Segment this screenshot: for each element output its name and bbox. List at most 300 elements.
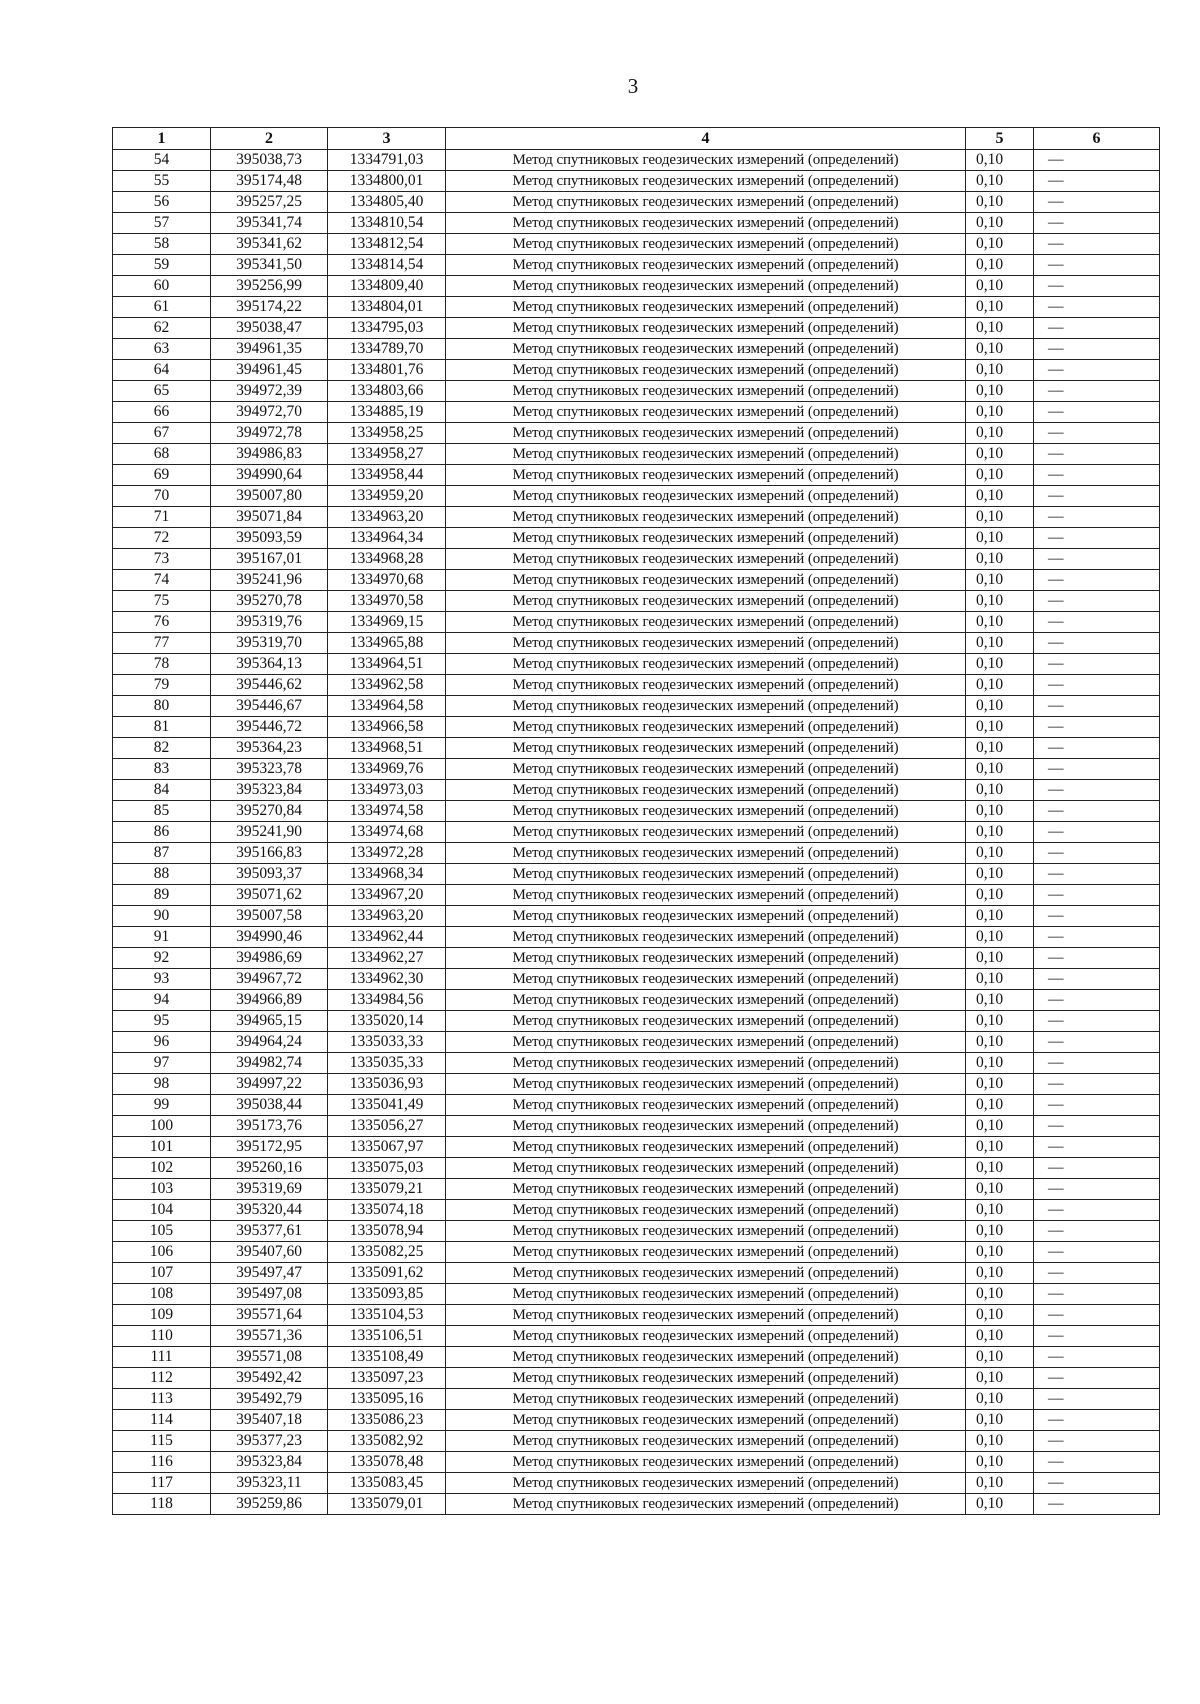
table-row bbox=[113, 1242, 1160, 1263]
point-number-cell: 77 bbox=[113, 633, 211, 654]
coordinate-x-cell: 394966,89 bbox=[211, 990, 328, 1011]
table-row bbox=[113, 213, 1160, 234]
note-cell: — bbox=[1034, 948, 1160, 969]
method-cell: Метод спутниковых геодезических измерений (определений) bbox=[446, 1095, 966, 1116]
point-number-cell: 61 bbox=[113, 297, 211, 318]
column-header-6: 6 bbox=[1034, 128, 1160, 150]
coordinate-y-cell: 1334969,15 bbox=[328, 612, 446, 633]
coordinate-x-cell: 394961,35 bbox=[211, 339, 328, 360]
table-row bbox=[113, 171, 1160, 192]
coordinate-y-cell: 1334973,03 bbox=[328, 780, 446, 801]
coordinate-x-cell: 395492,42 bbox=[211, 1368, 328, 1389]
method-cell: Метод спутниковых геодезических измерений (определений) bbox=[446, 213, 966, 234]
accuracy-cell: 0,10 bbox=[966, 717, 1034, 738]
point-number-cell: 97 bbox=[113, 1053, 211, 1074]
point-number-cell: 85 bbox=[113, 801, 211, 822]
method-cell: Метод спутниковых геодезических измерений (определений) bbox=[446, 486, 966, 507]
method-cell: Метод спутниковых геодезических измерений (определений) bbox=[446, 675, 966, 696]
accuracy-cell: 0,10 bbox=[966, 1221, 1034, 1242]
point-number-cell: 99 bbox=[113, 1095, 211, 1116]
table-row bbox=[113, 1410, 1160, 1431]
table-row bbox=[113, 906, 1160, 927]
note-cell: — bbox=[1034, 465, 1160, 486]
coordinate-y-cell: 1335033,33 bbox=[328, 1032, 446, 1053]
coordinate-x-cell: 395241,96 bbox=[211, 570, 328, 591]
method-cell: Метод спутниковых геодезических измерений (определений) bbox=[446, 948, 966, 969]
point-number-cell: 70 bbox=[113, 486, 211, 507]
point-number-cell: 79 bbox=[113, 675, 211, 696]
coordinate-y-cell: 1335093,85 bbox=[328, 1284, 446, 1305]
point-number-cell: 101 bbox=[113, 1137, 211, 1158]
accuracy-cell: 0,10 bbox=[966, 150, 1034, 171]
accuracy-cell: 0,10 bbox=[966, 360, 1034, 381]
point-number-cell: 109 bbox=[113, 1305, 211, 1326]
point-number-cell: 98 bbox=[113, 1074, 211, 1095]
accuracy-cell: 0,10 bbox=[966, 171, 1034, 192]
point-number-cell: 107 bbox=[113, 1263, 211, 1284]
accuracy-cell: 0,10 bbox=[966, 1452, 1034, 1473]
coordinate-y-cell: 1334966,58 bbox=[328, 717, 446, 738]
accuracy-cell: 0,10 bbox=[966, 1053, 1034, 1074]
coordinate-y-cell: 1334974,58 bbox=[328, 801, 446, 822]
method-cell: Метод спутниковых геодезических измерений (определений) bbox=[446, 1116, 966, 1137]
accuracy-cell: 0,10 bbox=[966, 1263, 1034, 1284]
table-row bbox=[113, 591, 1160, 612]
note-cell: — bbox=[1034, 633, 1160, 654]
accuracy-cell: 0,10 bbox=[966, 213, 1034, 234]
note-cell: — bbox=[1034, 1095, 1160, 1116]
point-number-cell: 59 bbox=[113, 255, 211, 276]
table-row bbox=[113, 1368, 1160, 1389]
table-row bbox=[113, 1305, 1160, 1326]
point-number-cell: 96 bbox=[113, 1032, 211, 1053]
coordinate-y-cell: 1335086,23 bbox=[328, 1410, 446, 1431]
table-row bbox=[113, 885, 1160, 906]
accuracy-cell: 0,10 bbox=[966, 1116, 1034, 1137]
coordinate-y-cell: 1334958,27 bbox=[328, 444, 446, 465]
note-cell: — bbox=[1034, 1473, 1160, 1494]
method-cell: Метод спутниковых геодезических измерений (определений) bbox=[446, 1389, 966, 1410]
coordinate-y-cell: 1334965,88 bbox=[328, 633, 446, 654]
table-row bbox=[113, 801, 1160, 822]
method-cell: Метод спутниковых геодезических измерений (определений) bbox=[446, 465, 966, 486]
point-number-cell: 66 bbox=[113, 402, 211, 423]
point-number-cell: 106 bbox=[113, 1242, 211, 1263]
coordinate-x-cell: 395241,90 bbox=[211, 822, 328, 843]
coordinate-y-cell: 1334962,30 bbox=[328, 969, 446, 990]
table-row bbox=[113, 822, 1160, 843]
method-cell: Метод спутниковых геодезических измерений (определений) bbox=[446, 1305, 966, 1326]
point-number-cell: 92 bbox=[113, 948, 211, 969]
method-cell: Метод спутниковых геодезических измерений (определений) bbox=[446, 801, 966, 822]
note-cell: — bbox=[1034, 1452, 1160, 1473]
coordinate-y-cell: 1335083,45 bbox=[328, 1473, 446, 1494]
table-row bbox=[113, 360, 1160, 381]
accuracy-cell: 0,10 bbox=[966, 591, 1034, 612]
note-cell: — bbox=[1034, 1158, 1160, 1179]
coordinate-y-cell: 1334810,54 bbox=[328, 213, 446, 234]
note-cell: — bbox=[1034, 1242, 1160, 1263]
note-cell: — bbox=[1034, 675, 1160, 696]
method-cell: Метод спутниковых геодезических измерений (определений) bbox=[446, 717, 966, 738]
accuracy-cell: 0,10 bbox=[966, 1410, 1034, 1431]
point-number-cell: 57 bbox=[113, 213, 211, 234]
note-cell: — bbox=[1034, 969, 1160, 990]
table-row bbox=[113, 1179, 1160, 1200]
accuracy-cell: 0,10 bbox=[966, 801, 1034, 822]
accuracy-cell: 0,10 bbox=[966, 906, 1034, 927]
accuracy-cell: 0,10 bbox=[966, 549, 1034, 570]
table-row bbox=[113, 1389, 1160, 1410]
table-row bbox=[113, 192, 1160, 213]
coordinate-y-cell: 1334962,44 bbox=[328, 927, 446, 948]
note-cell: — bbox=[1034, 1326, 1160, 1347]
table-row bbox=[113, 1053, 1160, 1074]
point-number-cell: 115 bbox=[113, 1431, 211, 1452]
accuracy-cell: 0,10 bbox=[966, 507, 1034, 528]
table-row bbox=[113, 1116, 1160, 1137]
method-cell: Метод спутниковых геодезических измерений (определений) bbox=[446, 339, 966, 360]
table-row bbox=[113, 1137, 1160, 1158]
method-cell: Метод спутниковых геодезических измерений (определений) bbox=[446, 1179, 966, 1200]
point-number-cell: 86 bbox=[113, 822, 211, 843]
note-cell: — bbox=[1034, 381, 1160, 402]
coordinate-y-cell: 1334970,58 bbox=[328, 591, 446, 612]
accuracy-cell: 0,10 bbox=[966, 1368, 1034, 1389]
table-row bbox=[113, 969, 1160, 990]
coordinate-y-cell: 1335108,49 bbox=[328, 1347, 446, 1368]
accuracy-cell: 0,10 bbox=[966, 1158, 1034, 1179]
point-number-cell: 94 bbox=[113, 990, 211, 1011]
coordinate-y-cell: 1334969,76 bbox=[328, 759, 446, 780]
coordinate-x-cell: 395319,76 bbox=[211, 612, 328, 633]
coordinate-x-cell: 395446,67 bbox=[211, 696, 328, 717]
coordinate-y-cell: 1334801,76 bbox=[328, 360, 446, 381]
table-header-row bbox=[113, 128, 1160, 150]
coordinate-y-cell: 1334805,40 bbox=[328, 192, 446, 213]
accuracy-cell: 0,10 bbox=[966, 1137, 1034, 1158]
coordinate-y-cell: 1334800,01 bbox=[328, 171, 446, 192]
table-row bbox=[113, 675, 1160, 696]
point-number-cell: 114 bbox=[113, 1410, 211, 1431]
table-row bbox=[113, 1326, 1160, 1347]
column-header-4: 4 bbox=[446, 128, 966, 150]
coordinate-x-cell: 395323,84 bbox=[211, 780, 328, 801]
note-cell: — bbox=[1034, 1200, 1160, 1221]
coordinate-x-cell: 395446,62 bbox=[211, 675, 328, 696]
accuracy-cell: 0,10 bbox=[966, 969, 1034, 990]
column-header-2: 2 bbox=[211, 128, 328, 150]
note-cell: — bbox=[1034, 822, 1160, 843]
point-number-cell: 95 bbox=[113, 1011, 211, 1032]
coordinate-x-cell: 394972,39 bbox=[211, 381, 328, 402]
coordinate-y-cell: 1335104,53 bbox=[328, 1305, 446, 1326]
table-row bbox=[113, 759, 1160, 780]
coordinate-x-cell: 395038,44 bbox=[211, 1095, 328, 1116]
accuracy-cell: 0,10 bbox=[966, 1494, 1034, 1515]
note-cell: — bbox=[1034, 507, 1160, 528]
accuracy-cell: 0,10 bbox=[966, 1326, 1034, 1347]
coordinate-x-cell: 395492,79 bbox=[211, 1389, 328, 1410]
coordinate-y-cell: 1335041,49 bbox=[328, 1095, 446, 1116]
method-cell: Метод спутниковых геодезических измерений (определений) bbox=[446, 822, 966, 843]
coordinate-x-cell: 395407,18 bbox=[211, 1410, 328, 1431]
method-cell: Метод спутниковых геодезических измерений (определений) bbox=[446, 1431, 966, 1452]
point-number-cell: 73 bbox=[113, 549, 211, 570]
accuracy-cell: 0,10 bbox=[966, 297, 1034, 318]
note-cell: — bbox=[1034, 339, 1160, 360]
method-cell: Метод спутниковых геодезических измерений (определений) bbox=[446, 633, 966, 654]
table-row bbox=[113, 927, 1160, 948]
coordinates-table bbox=[112, 127, 1160, 1515]
method-cell: Метод спутниковых геодезических измерений (определений) bbox=[446, 276, 966, 297]
coordinate-y-cell: 1334809,40 bbox=[328, 276, 446, 297]
point-number-cell: 113 bbox=[113, 1389, 211, 1410]
point-number-cell: 89 bbox=[113, 885, 211, 906]
coordinate-x-cell: 395320,44 bbox=[211, 1200, 328, 1221]
note-cell: — bbox=[1034, 759, 1160, 780]
coordinate-x-cell: 395497,47 bbox=[211, 1263, 328, 1284]
point-number-cell: 67 bbox=[113, 423, 211, 444]
note-cell: — bbox=[1034, 654, 1160, 675]
point-number-cell: 105 bbox=[113, 1221, 211, 1242]
note-cell: — bbox=[1034, 213, 1160, 234]
point-number-cell: 74 bbox=[113, 570, 211, 591]
coordinate-x-cell: 394972,78 bbox=[211, 423, 328, 444]
coordinate-y-cell: 1335067,97 bbox=[328, 1137, 446, 1158]
table-row bbox=[113, 990, 1160, 1011]
coordinate-y-cell: 1334964,34 bbox=[328, 528, 446, 549]
accuracy-cell: 0,10 bbox=[966, 738, 1034, 759]
table-row bbox=[113, 1263, 1160, 1284]
point-number-cell: 75 bbox=[113, 591, 211, 612]
method-cell: Метод спутниковых геодезических измерений (определений) bbox=[446, 192, 966, 213]
accuracy-cell: 0,10 bbox=[966, 654, 1034, 675]
method-cell: Метод спутниковых геодезических измерений (определений) bbox=[446, 1410, 966, 1431]
note-cell: — bbox=[1034, 1347, 1160, 1368]
coordinate-y-cell: 1334804,01 bbox=[328, 297, 446, 318]
point-number-cell: 81 bbox=[113, 717, 211, 738]
table-row bbox=[113, 570, 1160, 591]
table-row bbox=[113, 381, 1160, 402]
table-row bbox=[113, 1200, 1160, 1221]
method-cell: Метод спутниковых геодезических измерений (определений) bbox=[446, 696, 966, 717]
note-cell: — bbox=[1034, 423, 1160, 444]
method-cell: Метод спутниковых геодезических измерений (определений) bbox=[446, 1326, 966, 1347]
method-cell: Метод спутниковых геодезических измерений (определений) bbox=[446, 549, 966, 570]
coordinate-y-cell: 1335106,51 bbox=[328, 1326, 446, 1347]
point-number-cell: 93 bbox=[113, 969, 211, 990]
point-number-cell: 87 bbox=[113, 843, 211, 864]
coordinate-y-cell: 1334803,66 bbox=[328, 381, 446, 402]
coordinate-y-cell: 1334959,20 bbox=[328, 486, 446, 507]
note-cell: — bbox=[1034, 864, 1160, 885]
accuracy-cell: 0,10 bbox=[966, 1242, 1034, 1263]
note-cell: — bbox=[1034, 234, 1160, 255]
note-cell: — bbox=[1034, 612, 1160, 633]
point-number-cell: 76 bbox=[113, 612, 211, 633]
coordinate-x-cell: 395571,36 bbox=[211, 1326, 328, 1347]
accuracy-cell: 0,10 bbox=[966, 633, 1034, 654]
table-row bbox=[113, 1431, 1160, 1452]
coordinate-y-cell: 1335020,14 bbox=[328, 1011, 446, 1032]
method-cell: Метод спутниковых геодезических измерений (определений) bbox=[446, 612, 966, 633]
table-row bbox=[113, 633, 1160, 654]
method-cell: Метод спутниковых геодезических измерений (определений) bbox=[446, 1242, 966, 1263]
coordinate-y-cell: 1334814,54 bbox=[328, 255, 446, 276]
note-cell: — bbox=[1034, 486, 1160, 507]
coordinate-x-cell: 395497,08 bbox=[211, 1284, 328, 1305]
accuracy-cell: 0,10 bbox=[966, 612, 1034, 633]
method-cell: Метод спутниковых геодезических измерений (определений) bbox=[446, 969, 966, 990]
accuracy-cell: 0,10 bbox=[966, 822, 1034, 843]
method-cell: Метод спутниковых геодезических измерений (определений) bbox=[446, 171, 966, 192]
point-number-cell: 88 bbox=[113, 864, 211, 885]
coordinate-x-cell: 394990,46 bbox=[211, 927, 328, 948]
coordinate-x-cell: 394972,70 bbox=[211, 402, 328, 423]
method-cell: Метод спутниковых геодезических измерений (определений) bbox=[446, 1368, 966, 1389]
table-row bbox=[113, 612, 1160, 633]
method-cell: Метод спутниковых геодезических измерений (определений) bbox=[446, 318, 966, 339]
method-cell: Метод спутниковых геодезических измерений (определений) bbox=[446, 507, 966, 528]
coordinate-y-cell: 1335075,03 bbox=[328, 1158, 446, 1179]
table-row bbox=[113, 1347, 1160, 1368]
method-cell: Метод спутниковых геодезических измерений (определений) bbox=[446, 528, 966, 549]
method-cell: Метод спутниковых геодезических измерений (определений) bbox=[446, 654, 966, 675]
accuracy-cell: 0,10 bbox=[966, 465, 1034, 486]
accuracy-cell: 0,10 bbox=[966, 339, 1034, 360]
table-row bbox=[113, 717, 1160, 738]
table-row bbox=[113, 1011, 1160, 1032]
point-number-cell: 54 bbox=[113, 150, 211, 171]
method-cell: Метод спутниковых геодезических измерений (определений) bbox=[446, 1137, 966, 1158]
coordinate-y-cell: 1334964,51 bbox=[328, 654, 446, 675]
point-number-cell: 117 bbox=[113, 1473, 211, 1494]
accuracy-cell: 0,10 bbox=[966, 948, 1034, 969]
page-number: 3 bbox=[627, 74, 639, 98]
note-cell: — bbox=[1034, 885, 1160, 906]
accuracy-cell: 0,10 bbox=[966, 885, 1034, 906]
coordinate-x-cell: 394961,45 bbox=[211, 360, 328, 381]
table-row bbox=[113, 276, 1160, 297]
coordinate-y-cell: 1334795,03 bbox=[328, 318, 446, 339]
coordinate-x-cell: 394997,22 bbox=[211, 1074, 328, 1095]
table-row bbox=[113, 1158, 1160, 1179]
coordinate-x-cell: 395007,80 bbox=[211, 486, 328, 507]
note-cell: — bbox=[1034, 927, 1160, 948]
accuracy-cell: 0,10 bbox=[966, 255, 1034, 276]
coordinate-x-cell: 395319,69 bbox=[211, 1179, 328, 1200]
point-number-cell: 103 bbox=[113, 1179, 211, 1200]
coordinate-x-cell: 395319,70 bbox=[211, 633, 328, 654]
coordinate-x-cell: 394964,24 bbox=[211, 1032, 328, 1053]
method-cell: Метод спутниковых геодезических измерений (определений) bbox=[446, 381, 966, 402]
coordinate-x-cell: 395256,99 bbox=[211, 276, 328, 297]
accuracy-cell: 0,10 bbox=[966, 696, 1034, 717]
coordinate-y-cell: 1334962,58 bbox=[328, 675, 446, 696]
coordinate-y-cell: 1334964,58 bbox=[328, 696, 446, 717]
table-row bbox=[113, 1494, 1160, 1515]
point-number-cell: 111 bbox=[113, 1347, 211, 1368]
coordinate-x-cell: 395571,08 bbox=[211, 1347, 328, 1368]
point-number-cell: 90 bbox=[113, 906, 211, 927]
method-cell: Метод спутниковых геодезических измерений (определений) bbox=[446, 255, 966, 276]
coordinate-y-cell: 1334970,68 bbox=[328, 570, 446, 591]
point-number-cell: 78 bbox=[113, 654, 211, 675]
accuracy-cell: 0,10 bbox=[966, 1032, 1034, 1053]
point-number-cell: 82 bbox=[113, 738, 211, 759]
accuracy-cell: 0,10 bbox=[966, 276, 1034, 297]
coordinate-y-cell: 1335097,23 bbox=[328, 1368, 446, 1389]
coordinate-x-cell: 394965,15 bbox=[211, 1011, 328, 1032]
accuracy-cell: 0,10 bbox=[966, 192, 1034, 213]
coordinate-x-cell: 394990,64 bbox=[211, 465, 328, 486]
accuracy-cell: 0,10 bbox=[966, 675, 1034, 696]
table-row bbox=[113, 738, 1160, 759]
coordinate-x-cell: 395093,37 bbox=[211, 864, 328, 885]
note-cell: — bbox=[1034, 444, 1160, 465]
table-row bbox=[113, 444, 1160, 465]
method-cell: Метод спутниковых геодезических измерений (определений) bbox=[446, 234, 966, 255]
accuracy-cell: 0,10 bbox=[966, 570, 1034, 591]
accuracy-cell: 0,10 bbox=[966, 843, 1034, 864]
note-cell: — bbox=[1034, 717, 1160, 738]
method-cell: Метод спутниковых геодезических измерений (определений) bbox=[446, 780, 966, 801]
coordinate-x-cell: 395377,23 bbox=[211, 1431, 328, 1452]
accuracy-cell: 0,10 bbox=[966, 864, 1034, 885]
table-row bbox=[113, 654, 1160, 675]
accuracy-cell: 0,10 bbox=[966, 486, 1034, 507]
method-cell: Метод спутниковых геодезических измерений (определений) bbox=[446, 885, 966, 906]
point-number-cell: 112 bbox=[113, 1368, 211, 1389]
note-cell: — bbox=[1034, 549, 1160, 570]
coordinate-x-cell: 395173,76 bbox=[211, 1116, 328, 1137]
coordinate-x-cell: 395407,60 bbox=[211, 1242, 328, 1263]
coordinate-y-cell: 1334812,54 bbox=[328, 234, 446, 255]
coordinate-y-cell: 1335078,94 bbox=[328, 1221, 446, 1242]
point-number-cell: 118 bbox=[113, 1494, 211, 1515]
method-cell: Метод спутниковых геодезических измерений (определений) bbox=[446, 1200, 966, 1221]
note-cell: — bbox=[1034, 297, 1160, 318]
coordinate-y-cell: 1335035,33 bbox=[328, 1053, 446, 1074]
accuracy-cell: 0,10 bbox=[966, 381, 1034, 402]
note-cell: — bbox=[1034, 528, 1160, 549]
accuracy-cell: 0,10 bbox=[966, 1095, 1034, 1116]
accuracy-cell: 0,10 bbox=[966, 444, 1034, 465]
coordinate-y-cell: 1335078,48 bbox=[328, 1452, 446, 1473]
note-cell: — bbox=[1034, 192, 1160, 213]
coordinate-y-cell: 1334962,27 bbox=[328, 948, 446, 969]
coordinate-y-cell: 1334984,56 bbox=[328, 990, 446, 1011]
coordinate-y-cell: 1334958,44 bbox=[328, 465, 446, 486]
method-cell: Метод спутниковых геодезических измерений (определений) bbox=[446, 150, 966, 171]
coordinate-y-cell: 1334968,51 bbox=[328, 738, 446, 759]
method-cell: Метод спутниковых геодезических измерений (определений) bbox=[446, 1011, 966, 1032]
method-cell: Метод спутниковых геодезических измерений (определений) bbox=[446, 738, 966, 759]
accuracy-cell: 0,10 bbox=[966, 1389, 1034, 1410]
note-cell: — bbox=[1034, 1053, 1160, 1074]
coordinate-x-cell: 395260,16 bbox=[211, 1158, 328, 1179]
coordinate-x-cell: 394986,69 bbox=[211, 948, 328, 969]
coordinate-y-cell: 1334967,20 bbox=[328, 885, 446, 906]
coordinate-x-cell: 395270,84 bbox=[211, 801, 328, 822]
point-number-cell: 116 bbox=[113, 1452, 211, 1473]
coordinate-y-cell: 1335056,27 bbox=[328, 1116, 446, 1137]
note-cell: — bbox=[1034, 1263, 1160, 1284]
table-row bbox=[113, 150, 1160, 171]
note-cell: — bbox=[1034, 780, 1160, 801]
accuracy-cell: 0,10 bbox=[966, 759, 1034, 780]
